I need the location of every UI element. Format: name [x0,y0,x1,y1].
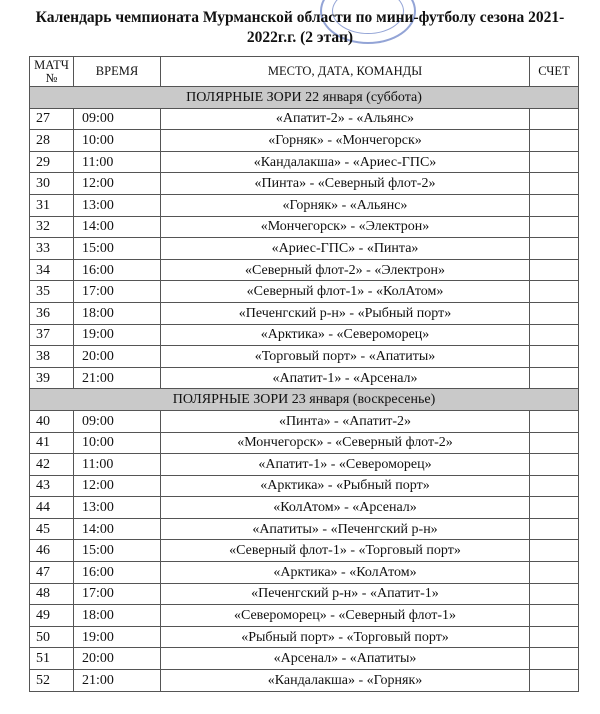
match-time: 16:00 [74,259,161,281]
match-score [530,454,579,476]
table-row [30,432,579,454]
match-teams: «Апатит-1» - «Арсенал» [161,367,530,389]
title-line-2: 2022г.г. (2 этап) [246,29,354,46]
match-score [530,324,579,346]
match-number: 41 [30,432,74,454]
match-number: 31 [30,194,74,216]
match-number: 35 [30,281,74,303]
match-score [530,194,579,216]
table-row [30,173,579,195]
match-score [530,670,579,692]
match-number: 38 [30,346,74,368]
match-time: 09:00 [74,108,161,130]
match-number: 51 [30,648,74,670]
match-number: 43 [30,475,74,497]
match-time: 19:00 [74,324,161,346]
section-title: ПОЛЯРНЫЕ ЗОРИ 23 января (воскресенье) [30,389,579,411]
match-teams: «Арктика» - «КолАтом» [161,562,530,584]
match-teams: «Апатит-2» - «Альянс» [161,108,530,130]
match-number: 34 [30,259,74,281]
match-score [530,302,579,324]
match-time: 11:00 [74,454,161,476]
match-score [530,475,579,497]
match-teams: «Северный флот-1» - «КолАтом» [161,281,530,303]
match-teams: «Горняк» - «Альянс» [161,194,530,216]
table-row [30,454,579,476]
match-time: 14:00 [74,518,161,540]
match-number: 47 [30,562,74,584]
match-number: 45 [30,518,74,540]
table-row [30,540,579,562]
match-score [530,346,579,368]
match-number: 27 [30,108,74,130]
match-time: 17:00 [74,583,161,605]
match-score [530,216,579,238]
table-row [30,410,579,432]
table-row [30,194,579,216]
table-row [30,367,579,389]
match-score [530,605,579,627]
header-place: МЕСТО, ДАТА, КОМАНДЫ [161,57,530,87]
match-score [530,518,579,540]
table-row [30,238,579,260]
match-score [530,562,579,584]
match-teams: «Горняк» - «Мончегорск» [161,130,530,152]
match-teams: «Мончегорск» - «Электрон» [161,216,530,238]
match-number: 44 [30,497,74,519]
match-teams: «Ариес-ГПС» - «Пинта» [161,238,530,260]
match-number: 40 [30,410,74,432]
match-time: 18:00 [74,605,161,627]
match-time: 12:00 [74,173,161,195]
table-row [30,583,579,605]
match-time: 15:00 [74,238,161,260]
schedule-body [30,87,579,692]
match-time: 21:00 [74,670,161,692]
match-time: 12:00 [74,475,161,497]
header-match-sign: № [45,70,58,85]
table-row [30,562,579,584]
match-time: 09:00 [74,410,161,432]
table-row [30,497,579,519]
table-row [30,626,579,648]
table-row [30,605,579,627]
table-row [30,324,579,346]
match-number: 28 [30,130,74,152]
match-number: 37 [30,324,74,346]
title-line-1: Календарь чемпионата Мурманской области по мини-футболу сезона 2021- [35,9,565,26]
match-teams: «Печенгский р-н» - «Рыбный порт» [161,302,530,324]
match-time: 10:00 [74,130,161,152]
match-time: 10:00 [74,432,161,454]
match-teams: «Североморец» - «Северный флот-1» [161,605,530,627]
match-teams: «Северный флот-1» - «Торговый порт» [161,540,530,562]
match-time: 15:00 [74,540,161,562]
match-teams: «Апатиты» - «Печенгский р-н» [161,518,530,540]
match-teams: «Апатит-1» - «Североморец» [161,454,530,476]
match-teams: «Арсенал» - «Апатиты» [161,648,530,670]
match-number: 36 [30,302,74,324]
match-time: 20:00 [74,346,161,368]
table-row [30,518,579,540]
match-time: 14:00 [74,216,161,238]
match-score [530,432,579,454]
match-time: 17:00 [74,281,161,303]
match-score [530,497,579,519]
table-row [30,475,579,497]
match-number: 42 [30,454,74,476]
match-number: 50 [30,626,74,648]
match-teams: «Арктика» - «Североморец» [161,324,530,346]
match-number: 49 [30,605,74,627]
table-row [30,670,579,692]
table-row [30,108,579,130]
match-score [530,281,579,303]
match-time: 16:00 [74,562,161,584]
match-teams: «Торговый порт» - «Апатиты» [161,346,530,368]
match-number: 39 [30,367,74,389]
match-score [530,540,579,562]
header-score: СЧЕТ [530,57,579,87]
match-score [530,173,579,195]
match-teams: «Пинта» - «Апатит-2» [161,410,530,432]
match-score [530,108,579,130]
section-header-row [30,389,579,411]
match-teams: «Печенгский р-н» - «Апатит-1» [161,583,530,605]
match-score [530,151,579,173]
header-row [30,57,579,87]
match-teams: «Пинта» - «Северный флот-2» [161,173,530,195]
match-number: 48 [30,583,74,605]
table-row [30,302,579,324]
match-score [530,238,579,260]
match-number: 30 [30,173,74,195]
match-time: 18:00 [74,302,161,324]
match-teams: «Северный флот-2» - «Электрон» [161,259,530,281]
match-score [530,130,579,152]
table-row [30,648,579,670]
match-teams: «Рыбный порт» - «Торговый порт» [161,626,530,648]
match-score [530,259,579,281]
table-row [30,346,579,368]
match-score [530,410,579,432]
match-teams: «Кандалакша» - «Ариес-ГПС» [161,151,530,173]
match-time: 20:00 [74,648,161,670]
match-number: 32 [30,216,74,238]
match-number: 33 [30,238,74,260]
match-teams: «Арктика» - «Рыбный порт» [161,475,530,497]
match-teams: «Мончегорск» - «Северный флот-2» [161,432,530,454]
match-time: 11:00 [74,151,161,173]
document-title [0,8,600,48]
match-time: 13:00 [74,497,161,519]
table-row [30,151,579,173]
match-score [530,648,579,670]
match-teams: «Кандалакша» - «Горняк» [161,670,530,692]
section-header-row [30,87,579,109]
header-time: ВРЕМЯ [74,57,161,87]
match-score [530,626,579,648]
header-match-number [30,57,74,87]
match-teams: «КолАтом» - «Арсенал» [161,497,530,519]
table-row [30,216,579,238]
table-row [30,259,579,281]
match-score [530,583,579,605]
match-time: 13:00 [74,194,161,216]
match-time: 19:00 [74,626,161,648]
schedule-table [29,56,579,692]
match-time: 21:00 [74,367,161,389]
header-match-label: МАТЧ [34,57,69,72]
table-row [30,130,579,152]
match-number: 52 [30,670,74,692]
match-number: 29 [30,151,74,173]
table-row [30,281,579,303]
match-score [530,367,579,389]
match-number: 46 [30,540,74,562]
section-title: ПОЛЯРНЫЕ ЗОРИ 22 января (суббота) [30,87,579,109]
